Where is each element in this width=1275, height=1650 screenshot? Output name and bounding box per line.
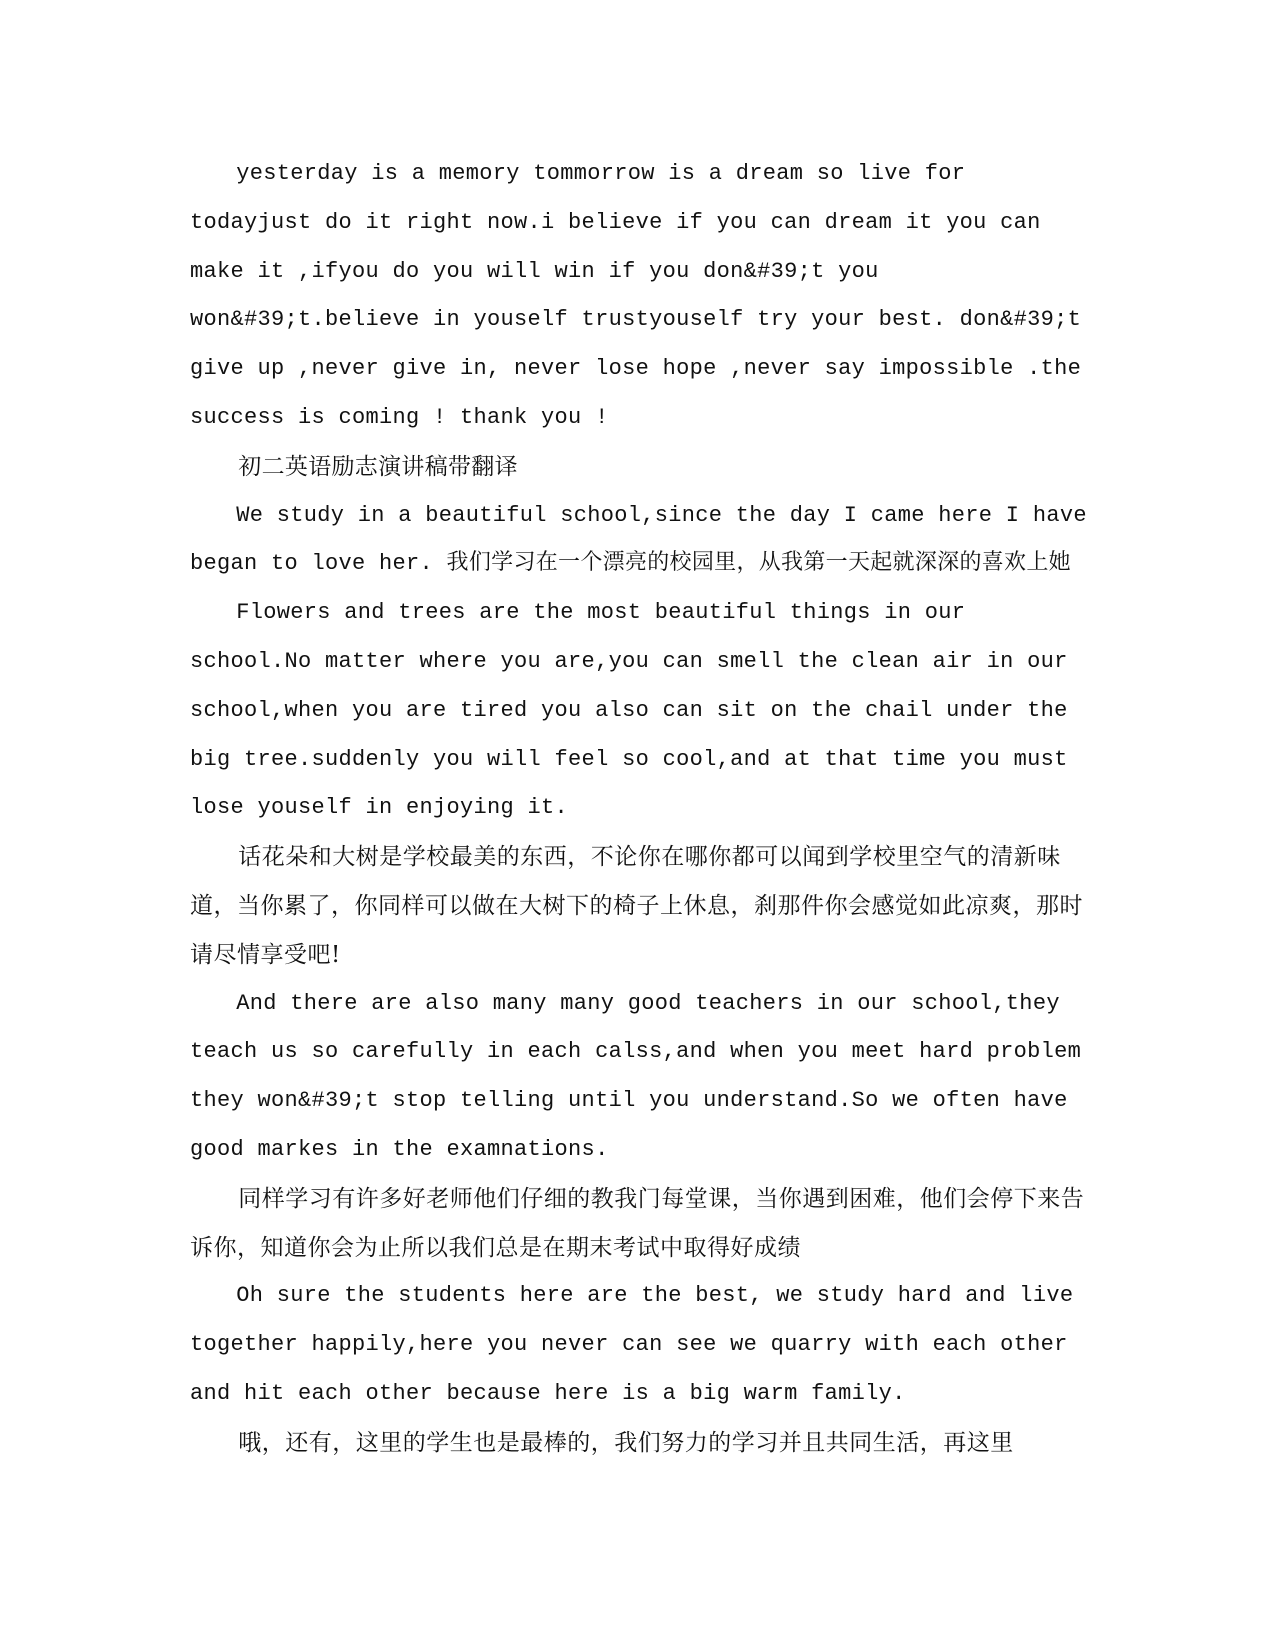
paragraph-en-2: We study in a beautiful school,since the day I came here I have began to love her. 我们学习在一个漂亮的校园里，从我第一天起就深深的喜欢上她 — [190, 502, 1087, 577]
speech-title: 初二英语励志演讲稿带翻译 — [238, 453, 518, 480]
paragraph-cn-2: 同样学习有许多好老师他们仔细的教我门每堂课，当你遇到困难，他们会停下来告诉你，知道你会为止所以我们总是在期末考试中取得好成绩 — [190, 1185, 1085, 1261]
paragraph-cn-3: 哦，还有，这里的学生也是最棒的，我们努力的学习并且共同生活，再这里 — [238, 1429, 1014, 1456]
paragraph-en-4: And there are also many many good teachers in our school,they teach us so carefully in each calss,and when you meet hard problem they won&#39;t stop telling until you understand.So we often have good markes in the examnations. — [190, 990, 1082, 1162]
document-page — [190, 150, 1090, 1468]
paragraph-cn-1: 话花朵和大树是学校最美的东西，不论你在哪你都可以闻到学校里空气的清新味道，当你累了，你同样可以做在大树下的椅子上休息，刹那件你会感觉如此凉爽，那时请尽情享受吧! — [190, 844, 1083, 968]
paragraph-en-1: yesterday is a memory tommorrow is a dream so live for todayjust do it right now.i believe if you can dream it you can make it ,ifyou do you will win if you don&#39;t you won&#39;t.believe in youself trustyouself try your best. don&#39;t give up ,never give in, never lose hope ,never say impossible .the success is coming ! thank you ! — [190, 161, 1082, 430]
paragraph-en-5: Oh sure the students here are the best, we study hard and live together happily,here you never can see we quarry with each other and hit each other because here is a big warm family. — [190, 1283, 1074, 1406]
paragraph-en-3: Flowers and trees are the most beautiful things in our school.No matter where you are,you can smell the clean air in our school,when you are tired you also can sit on the chail under the big tree.suddenly you will feel so cool,and at that time you must lose youself in enjoying it. — [190, 600, 1068, 821]
